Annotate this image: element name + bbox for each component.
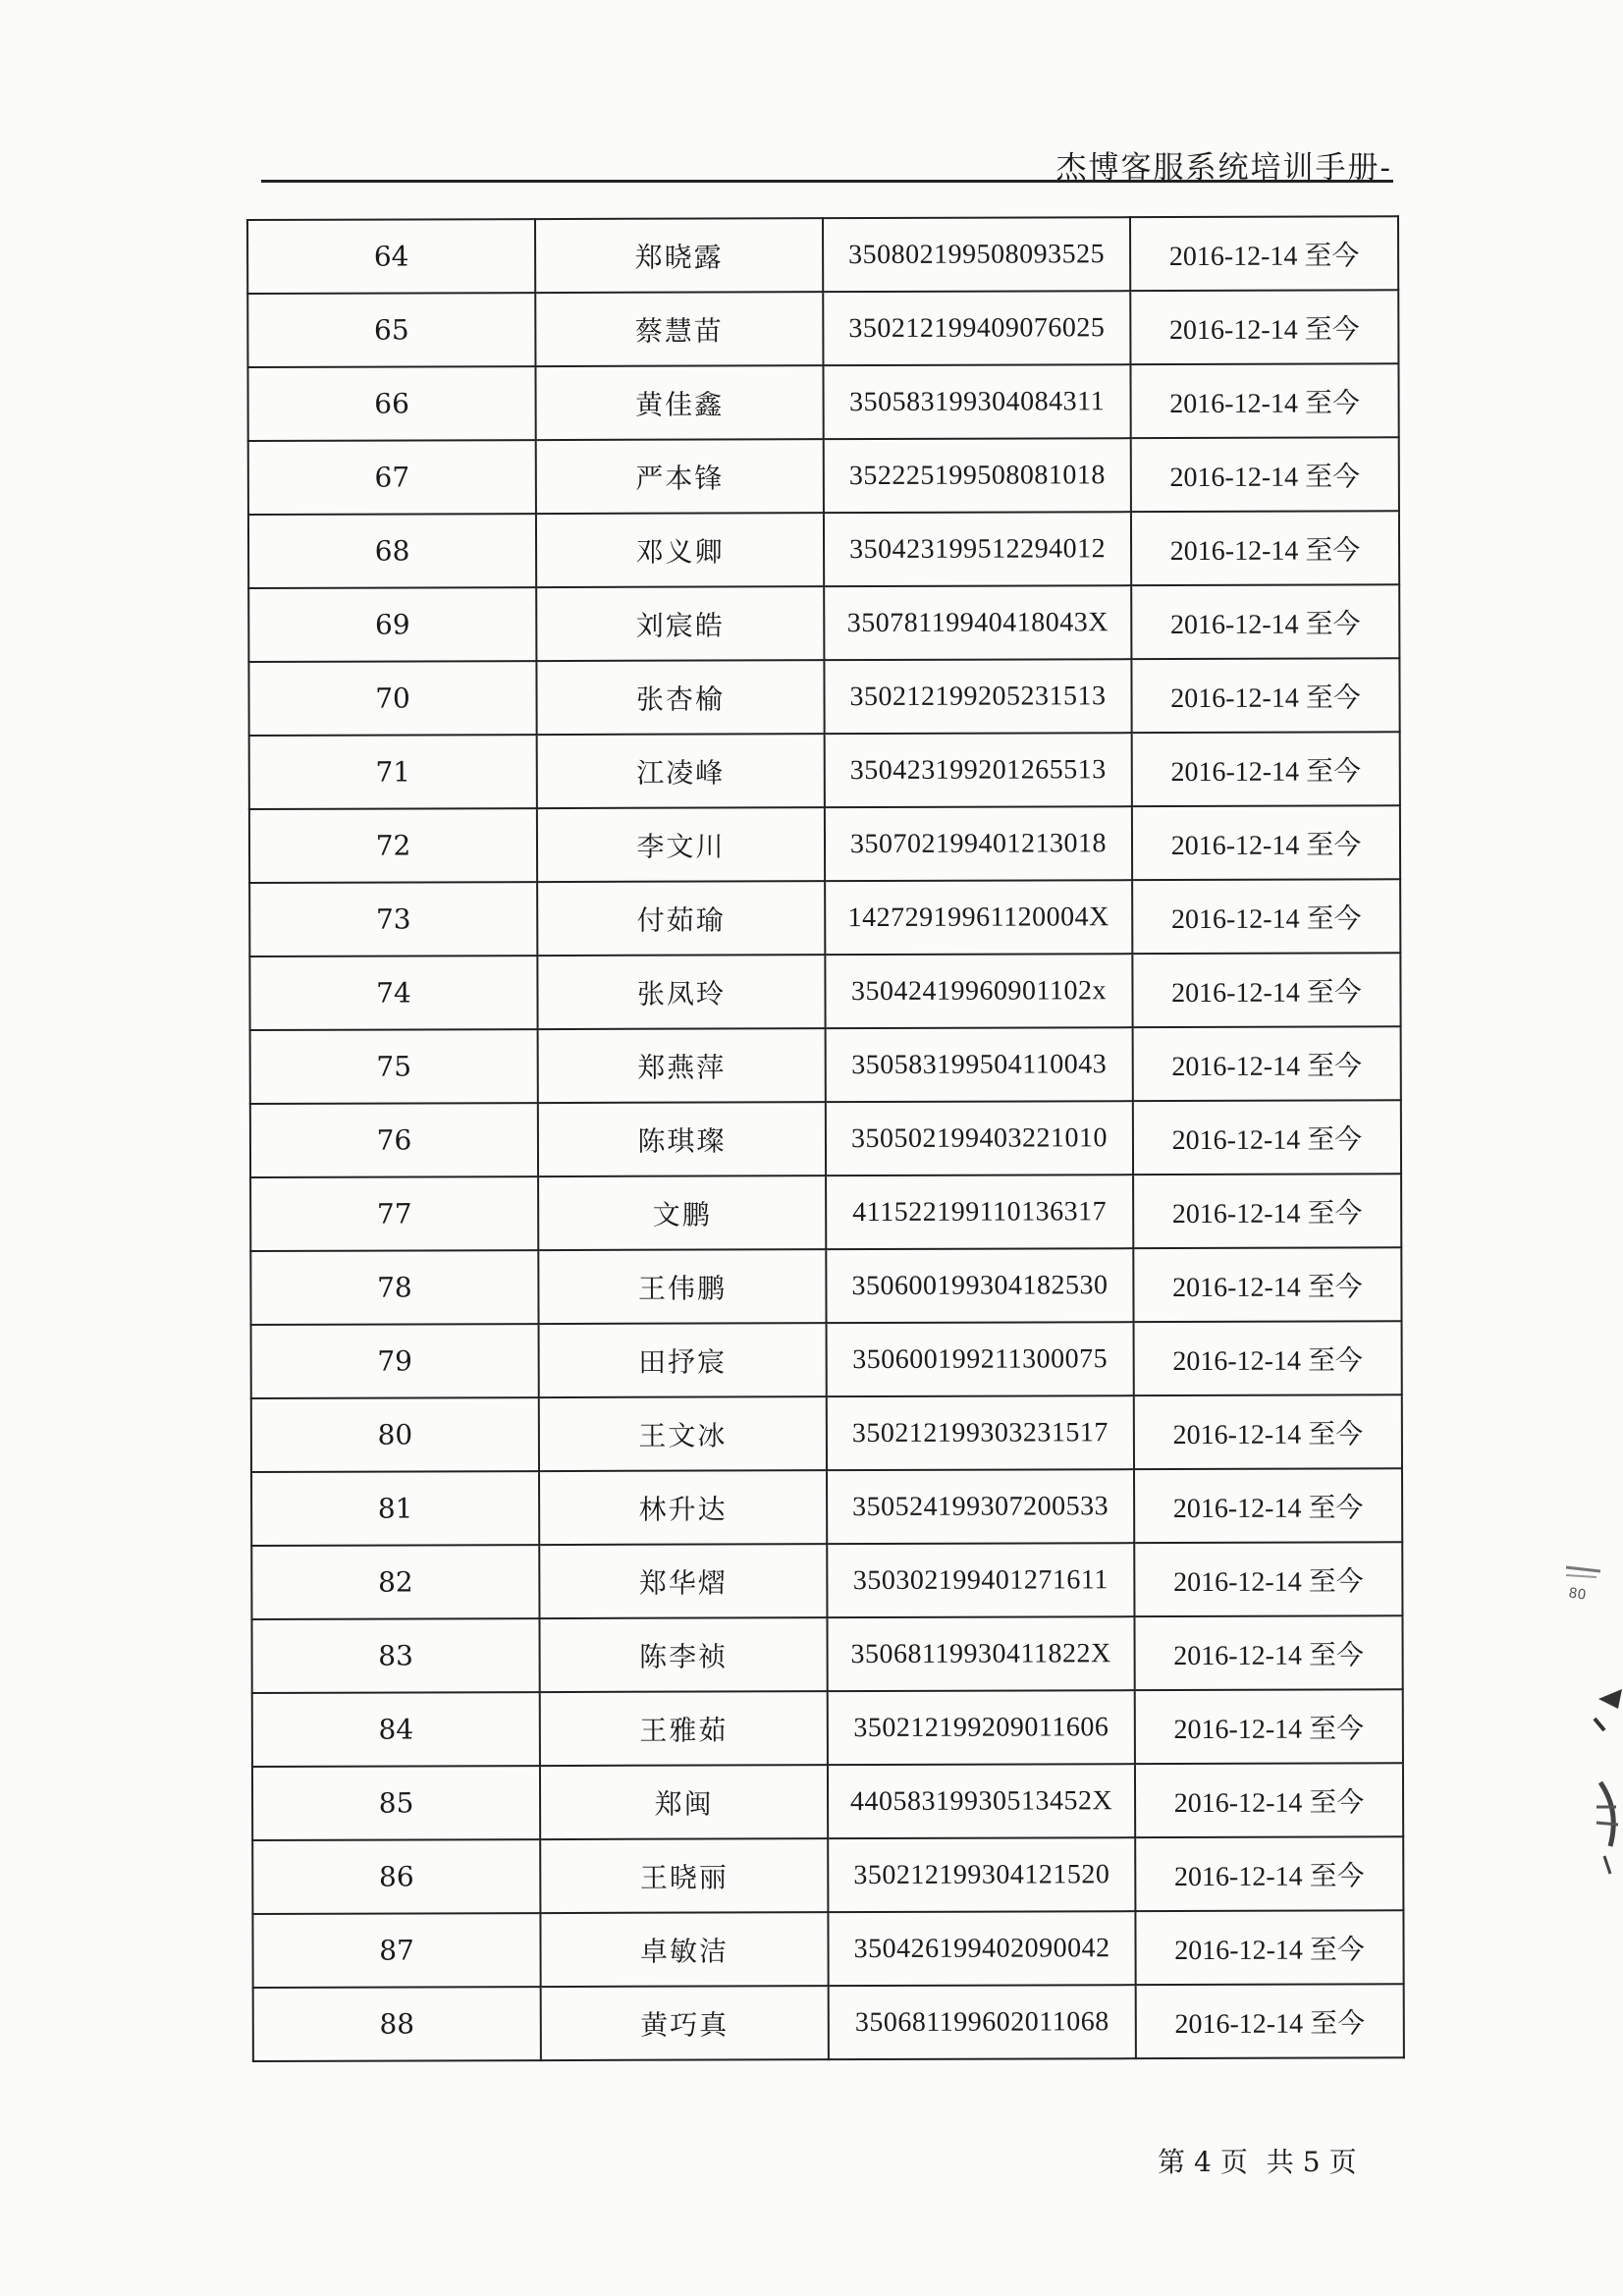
- staff-roster-table: [246, 215, 1405, 2062]
- row-number: 65: [247, 293, 535, 367]
- employee-name: 邓义卿: [536, 513, 824, 587]
- row-number: 87: [252, 1913, 540, 1988]
- row-number: 81: [251, 1471, 539, 1546]
- row-number: 74: [249, 956, 537, 1030]
- employment-period: 2016-12-14 至今: [1131, 437, 1399, 512]
- row-number: 84: [252, 1692, 540, 1767]
- id-number: 350426199402090042: [828, 1911, 1135, 1986]
- employment-period: 2016-12-14 至今: [1134, 1321, 1402, 1395]
- employee-name: 张杏榆: [536, 660, 824, 735]
- roster-row: [251, 1468, 1402, 1546]
- roster-row: [247, 216, 1398, 294]
- employee-name: 文鹏: [538, 1175, 826, 1250]
- employee-name: 郑燕萍: [538, 1028, 826, 1103]
- employment-period: 2016-12-14 至今: [1133, 1174, 1401, 1248]
- id-number: 35042419960901102x: [825, 954, 1132, 1028]
- id-number: 350212199205231513: [824, 659, 1131, 734]
- id-number: 350212199409076025: [823, 291, 1130, 365]
- employee-name: 黄佳鑫: [535, 365, 823, 440]
- employee-name: 郑华熠: [539, 1544, 827, 1618]
- id-number: 350702199401213018: [825, 806, 1132, 881]
- employee-name: 田抒宸: [539, 1323, 827, 1397]
- employment-period: 2016-12-14 至今: [1133, 1247, 1401, 1322]
- employee-name: 郑晓露: [535, 218, 823, 293]
- roster-row: [249, 805, 1400, 883]
- employment-period: 2016-12-14 至今: [1134, 1615, 1402, 1690]
- roster-row: [250, 1247, 1401, 1325]
- row-number: 78: [250, 1250, 538, 1325]
- row-number: 64: [247, 219, 535, 294]
- roster-row: [252, 1910, 1403, 1988]
- roster-row: [248, 584, 1399, 662]
- employment-period: 2016-12-14 至今: [1135, 1763, 1403, 1837]
- employee-name: 严本锋: [536, 439, 824, 514]
- row-number: 66: [247, 366, 535, 441]
- employee-name: 李文川: [537, 807, 825, 882]
- id-number: 352225199508081018: [824, 438, 1131, 513]
- employee-name: 付茹瑜: [537, 881, 825, 956]
- employment-period: 2016-12-14 至今: [1133, 1100, 1401, 1175]
- id-number: 350802199508093525: [823, 217, 1130, 292]
- id-number: 350423199201265513: [825, 733, 1132, 807]
- employment-period: 2016-12-14 至今: [1135, 1836, 1403, 1911]
- employee-name: 王伟鹏: [538, 1249, 826, 1324]
- employee-name: 张凤玲: [537, 955, 825, 1029]
- roster-row: [247, 290, 1398, 367]
- row-number: 72: [249, 808, 537, 883]
- roster-row: [251, 1615, 1402, 1693]
- header-rule: [261, 180, 1393, 183]
- employee-name: 王雅茹: [540, 1691, 828, 1766]
- id-number: 350302199401271611: [827, 1543, 1134, 1617]
- roster-body: [247, 216, 1404, 2061]
- employee-name: 王晓丽: [540, 1838, 828, 1913]
- id-number: 350212199209011606: [828, 1690, 1135, 1765]
- employment-period: 2016-12-14 至今: [1132, 732, 1400, 806]
- roster-row: [249, 879, 1400, 957]
- roster-row: [250, 1100, 1401, 1177]
- row-number: 79: [251, 1324, 539, 1398]
- row-number: 71: [249, 735, 537, 809]
- roster-row: [248, 437, 1399, 515]
- employment-period: 2016-12-14 至今: [1130, 290, 1398, 364]
- id-number: 350524199307200533: [827, 1469, 1134, 1544]
- page-prefix: 第: [1158, 2146, 1187, 2178]
- roster-row: [251, 1394, 1402, 1472]
- roster-row: [249, 953, 1400, 1030]
- total-unit: 页: [1328, 2146, 1358, 2178]
- id-number: 350212199304121520: [828, 1837, 1135, 1912]
- row-number: 86: [252, 1839, 540, 1914]
- id-number: 350600199304182530: [826, 1248, 1133, 1323]
- employment-period: 2016-12-14 至今: [1131, 658, 1399, 733]
- employee-name: 卓敏洁: [540, 1912, 828, 1987]
- employment-period: 2016-12-14 至今: [1130, 216, 1398, 291]
- employment-period: 2016-12-14 至今: [1130, 363, 1398, 438]
- id-number: 350583199304084311: [823, 364, 1130, 439]
- document-header-title: 杰博客服系统培训手册-: [1055, 150, 1392, 186]
- row-number: 70: [248, 661, 536, 736]
- row-number: 68: [248, 514, 536, 588]
- roster-row: [252, 1689, 1403, 1767]
- row-number: 85: [252, 1766, 540, 1840]
- roster-row: [251, 1321, 1402, 1398]
- employment-period: 2016-12-14 至今: [1136, 1984, 1404, 2058]
- id-number: 350583199504110043: [826, 1027, 1133, 1102]
- employee-name: 刘宸皓: [536, 586, 824, 661]
- id-number: 350502199403221010: [826, 1101, 1133, 1175]
- roster-row: [248, 511, 1399, 588]
- total-prefix: 共: [1266, 2146, 1295, 2178]
- employment-period: 2016-12-14 至今: [1131, 584, 1399, 659]
- id-number: 44058319930513452X: [828, 1764, 1135, 1838]
- id-number: 14272919961120004X: [825, 880, 1132, 955]
- employment-period: 2016-12-14 至今: [1132, 879, 1400, 954]
- stamp-fragment-text: 80: [1567, 1585, 1588, 1604]
- employment-period: 2016-12-14 至今: [1134, 1394, 1402, 1469]
- row-number: 75: [250, 1029, 538, 1104]
- row-number: 73: [249, 882, 537, 957]
- binding-margin-marks: [1561, 1561, 1623, 1915]
- employee-name: 王文冰: [539, 1396, 827, 1471]
- employment-period: 2016-12-14 至今: [1132, 805, 1400, 880]
- employee-name: 陈琪璨: [538, 1102, 826, 1176]
- row-number: 88: [253, 1987, 541, 2061]
- roster-row: [250, 1174, 1401, 1251]
- roster-row: [252, 1763, 1403, 1840]
- employee-name: 黄巧真: [541, 1986, 829, 2060]
- employee-name: 蔡慧苗: [535, 292, 823, 366]
- total-pages: 5: [1302, 2146, 1322, 2178]
- roster-row: [247, 363, 1398, 441]
- employment-period: 2016-12-14 至今: [1135, 1910, 1403, 1985]
- employment-period: 2016-12-14 至今: [1134, 1542, 1402, 1616]
- roster-row: [250, 1026, 1401, 1104]
- roster-row: [251, 1542, 1402, 1619]
- row-number: 76: [250, 1103, 538, 1177]
- id-number: 350600199211300075: [827, 1322, 1134, 1396]
- id-number: 411522199110136317: [826, 1175, 1133, 1249]
- row-number: 67: [248, 440, 536, 515]
- employment-period: 2016-12-14 至今: [1131, 511, 1399, 585]
- employment-period: 2016-12-14 至今: [1133, 1026, 1401, 1101]
- employee-name: 江凌峰: [537, 734, 825, 808]
- id-number: 350212199303231517: [827, 1395, 1134, 1470]
- row-number: 69: [248, 587, 536, 662]
- id-number: 35078119940418043X: [824, 585, 1131, 660]
- employment-period: 2016-12-14 至今: [1132, 953, 1400, 1027]
- id-number: 350423199512294012: [824, 512, 1131, 586]
- page-footer: [1154, 2141, 1362, 2180]
- roster-row: [249, 732, 1400, 809]
- roster-row: [253, 1984, 1404, 2061]
- roster-row: [248, 658, 1399, 736]
- row-number: 82: [251, 1545, 539, 1619]
- row-number: 80: [251, 1397, 539, 1472]
- page-unit: 页: [1219, 2146, 1249, 2178]
- row-number: 83: [251, 1618, 539, 1693]
- employee-name: 郑闽: [540, 1765, 828, 1839]
- id-number: 350681199602011068: [829, 1985, 1136, 2059]
- page-number: 4: [1194, 2146, 1213, 2178]
- id-number: 35068119930411822X: [827, 1616, 1134, 1691]
- row-number: 77: [250, 1176, 538, 1251]
- roster-row: [252, 1836, 1403, 1914]
- employee-name: 林升达: [539, 1470, 827, 1545]
- employee-name: 陈李祯: [539, 1617, 827, 1692]
- employment-period: 2016-12-14 至今: [1135, 1689, 1403, 1764]
- employment-period: 2016-12-14 至今: [1134, 1468, 1402, 1543]
